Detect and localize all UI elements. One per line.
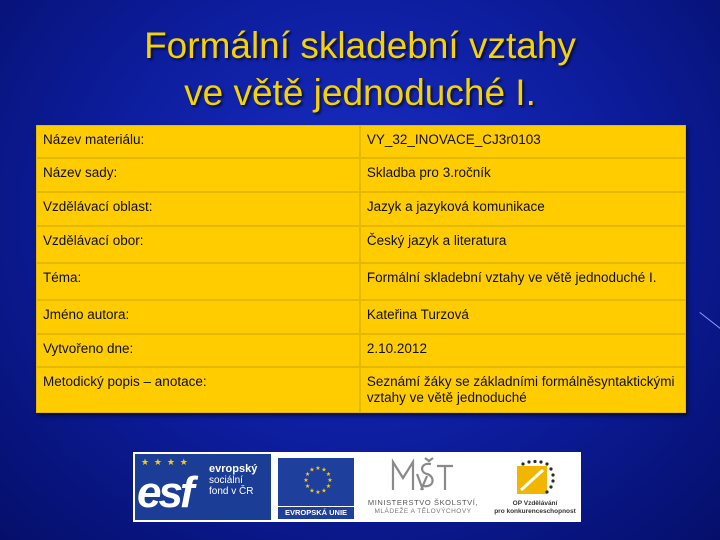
- logo-strip: [133, 452, 581, 522]
- slide-title: [0, 22, 720, 116]
- op-line2: pro konkurenceschopnost: [494, 507, 576, 515]
- esf-line2: sociální: [209, 475, 243, 486]
- row-label: Vytvořeno dne:: [36, 334, 360, 367]
- op-vk-mark-icon: [513, 458, 559, 498]
- esf-logo-text: [209, 464, 257, 497]
- esf-line3: fond v ČR: [209, 486, 254, 497]
- table-row: [36, 226, 686, 263]
- slide-title-line2: ve větě jednoduché I.: [184, 72, 536, 113]
- svg-text:★: ★: [321, 487, 327, 495]
- row-label: Jméno autora:: [36, 300, 360, 334]
- eu-stars-icon: [298, 462, 338, 502]
- op-line1: OP Vzdělávání: [512, 500, 558, 507]
- row-label: Vzdělávací obor:: [36, 226, 360, 263]
- svg-text:★: ★: [321, 466, 327, 474]
- msmt-line1: MINISTERSTVO ŠKOLSTVÍ,: [367, 498, 479, 507]
- esf-line1: evropský: [209, 463, 258, 475]
- svg-text:★: ★: [315, 489, 321, 496]
- table-row: [36, 192, 686, 226]
- row-label: Název sady:: [36, 158, 360, 192]
- stars-icon: ★ ★ ★ ★: [141, 458, 189, 468]
- svg-text:★: ★: [304, 483, 311, 490]
- row-value: Seznámí žáky se základními formálněsyntaktickými vztahy ve větě jednoduché: [360, 367, 686, 413]
- table-row: [36, 125, 686, 158]
- table-row: [36, 334, 686, 367]
- table-row: [36, 367, 686, 413]
- eu-flag-icon: [278, 458, 354, 506]
- msmt-logo: [361, 454, 485, 520]
- decorative-line: [699, 312, 720, 330]
- op-vk-text: [489, 500, 581, 515]
- svg-text:★: ★: [315, 465, 321, 472]
- row-value: Formální skladební vztahy ve větě jednoduché I.: [360, 263, 686, 300]
- row-value: 2.10.2012: [360, 334, 686, 367]
- msmt-mark-icon: [387, 456, 457, 496]
- svg-text:★: ★: [325, 483, 332, 490]
- table-row: [36, 158, 686, 192]
- row-label: Téma:: [36, 263, 360, 300]
- row-value: VY_32_INOVACE_CJ3r0103: [360, 125, 686, 158]
- svg-text:★: ★: [327, 477, 333, 484]
- row-value: Český jazyk a literatura: [360, 226, 686, 263]
- esf-logo-letters: esf: [137, 468, 192, 517]
- svg-text:★: ★: [309, 466, 315, 474]
- row-value: Jazyk a jazyková komunikace: [360, 192, 686, 226]
- svg-text:★: ★: [325, 471, 332, 478]
- svg-text:★: ★: [303, 477, 309, 484]
- eu-caption: EVROPSKÁ UNIE: [278, 507, 354, 519]
- msmt-line2: MLÁDEŽE A TĚLOVÝCHOVY: [374, 508, 472, 515]
- eu-logo: [275, 454, 357, 520]
- svg-text:★: ★: [304, 471, 311, 478]
- slide-title-line1: Formální skladební vztahy: [144, 25, 576, 66]
- svg-text:★: ★: [309, 487, 315, 495]
- row-label: Metodický popis – anotace:: [36, 367, 360, 413]
- op-vk-logo: [489, 454, 581, 520]
- esf-logo: [135, 454, 271, 520]
- row-label: Vzdělávací oblast:: [36, 192, 360, 226]
- table-row: [36, 300, 686, 334]
- table-row: [36, 263, 686, 300]
- metadata-table: [36, 125, 686, 413]
- row-value: Skladba pro 3.ročník: [360, 158, 686, 192]
- row-value: Kateřina Turzová: [360, 300, 686, 334]
- row-label: Název materiálu:: [36, 125, 360, 158]
